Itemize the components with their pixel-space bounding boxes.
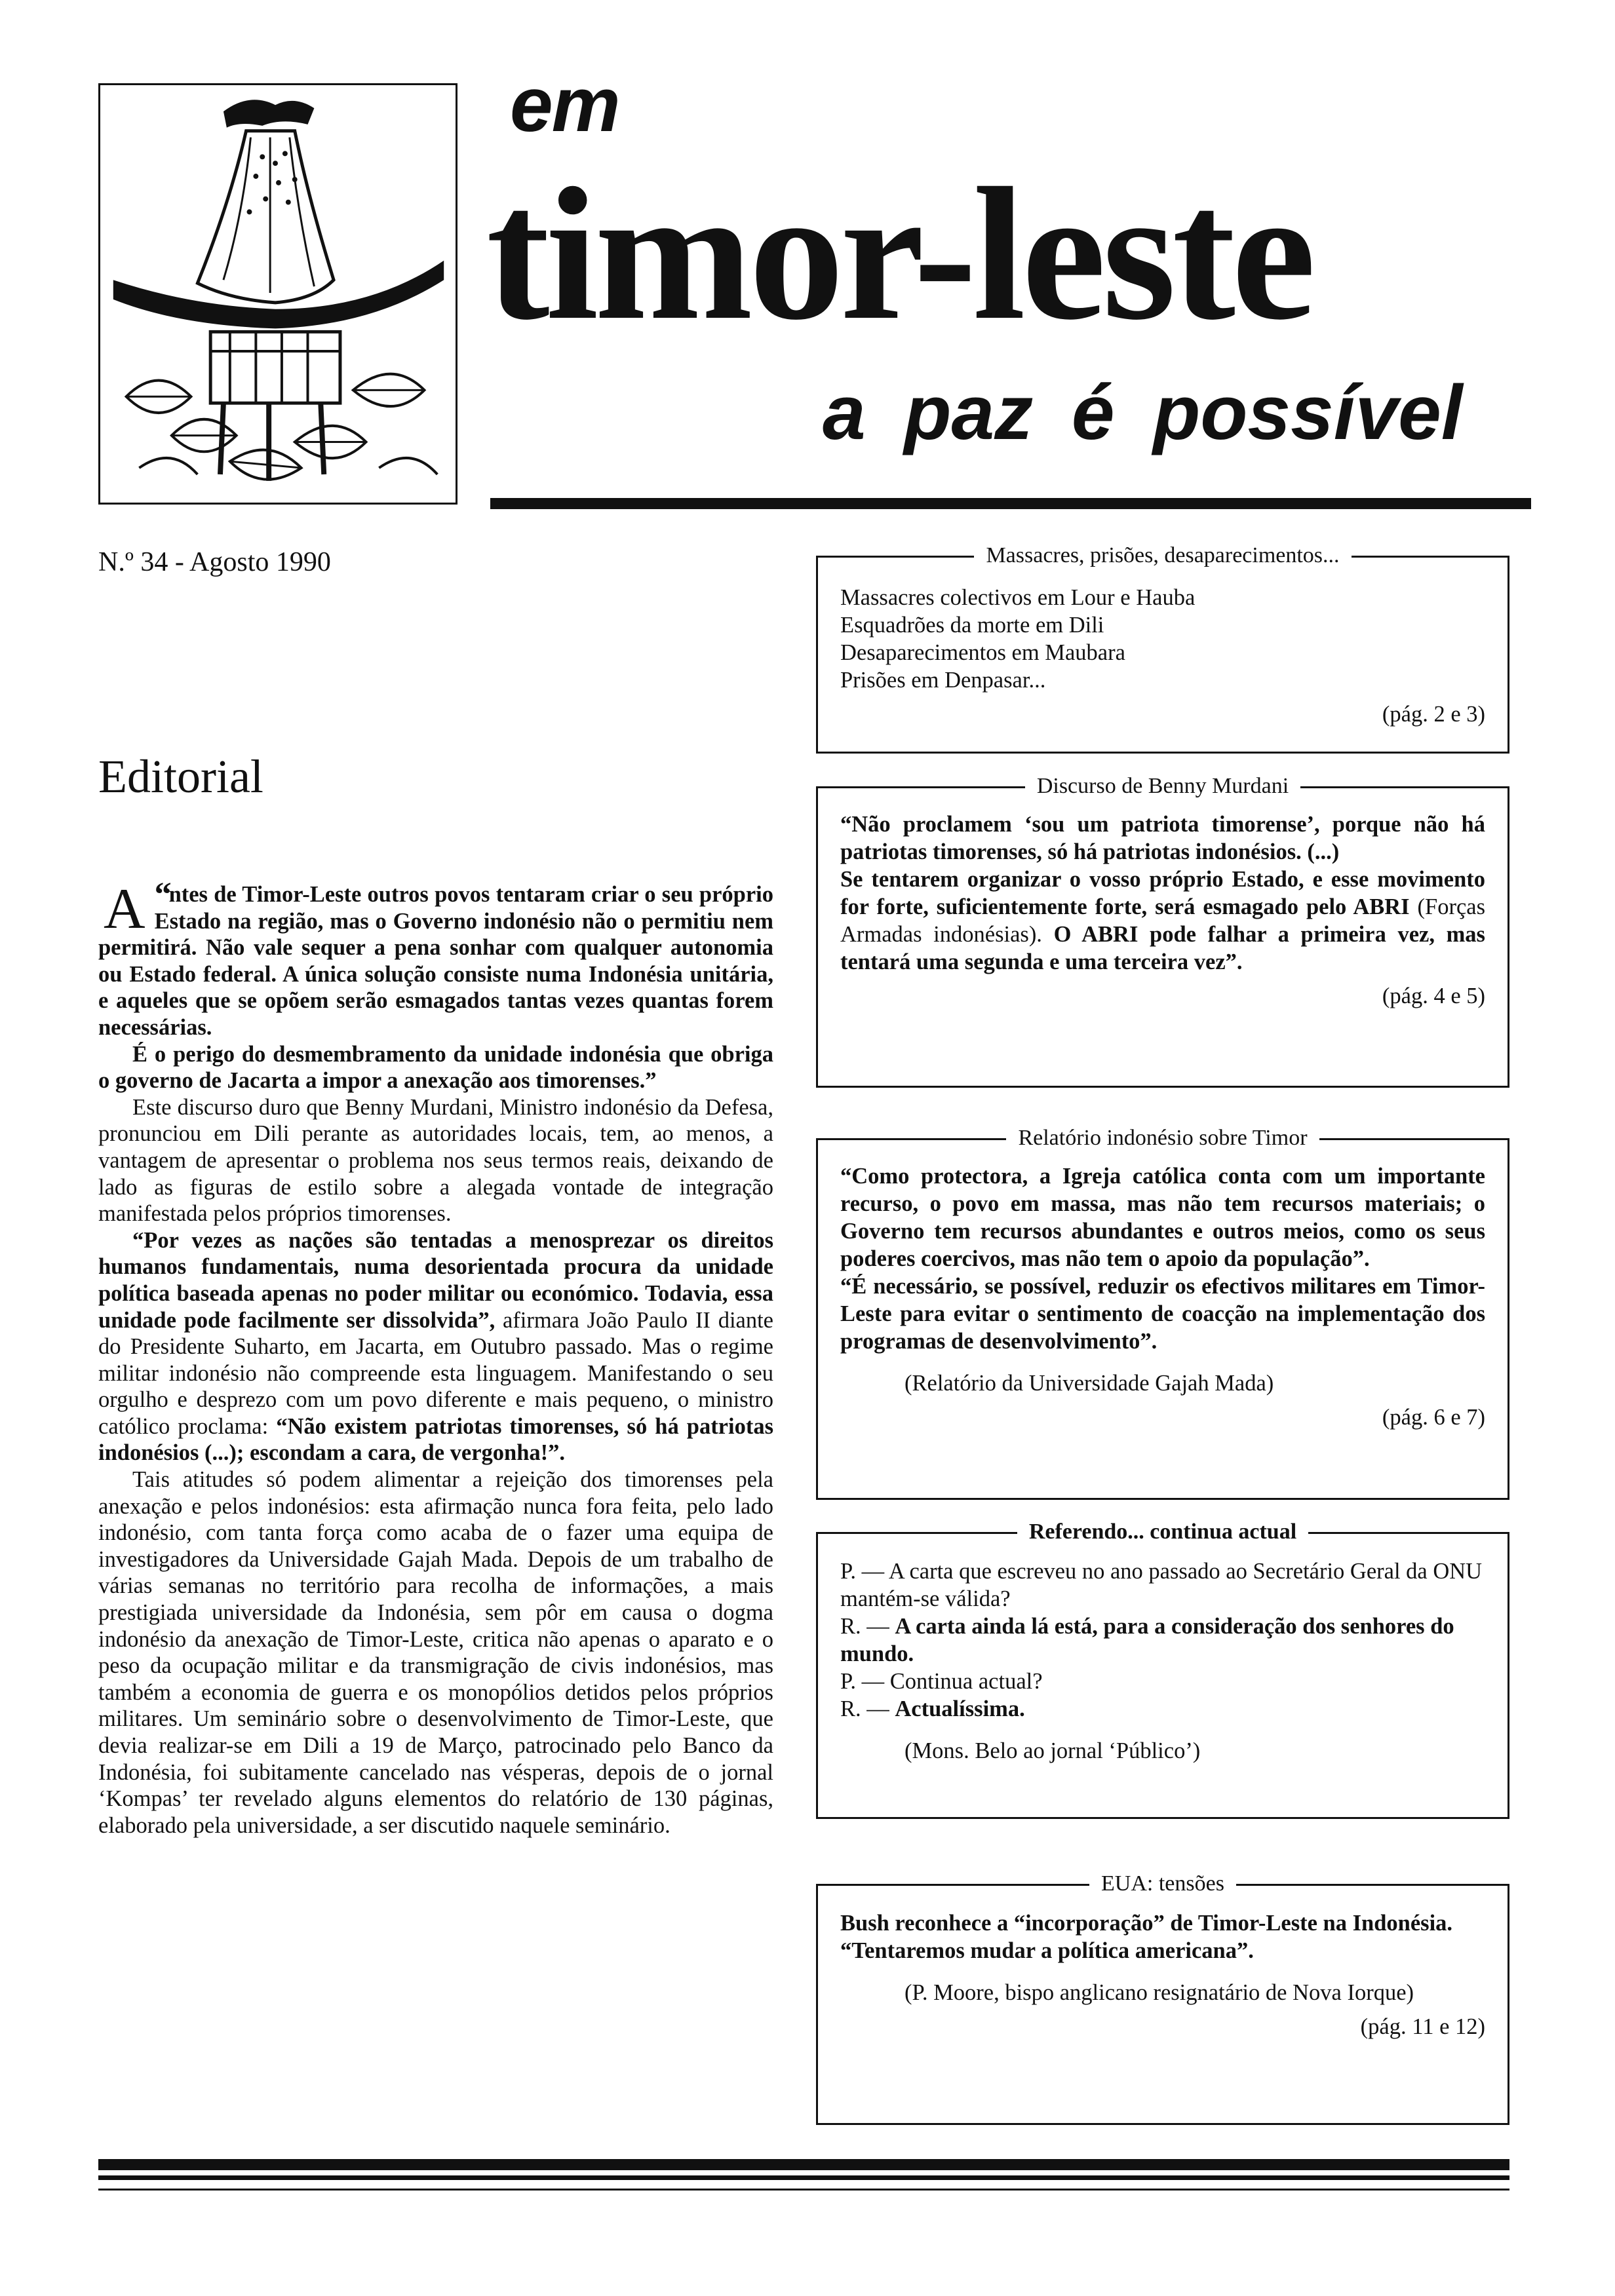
editorial-paragraph-2: É o perigo do desmembramento da unidade indonésia que obriga o governo de Jacarta a impor a anexação aos timorenses.”: [98, 1041, 773, 1094]
box-massacres-line: Massacres colectivos em Lour e Hauba: [840, 585, 1196, 610]
box-massacres: [816, 543, 1509, 754]
box-referendo: [816, 1520, 1509, 1819]
box-massacres-line: Esquadrões da morte em Dili: [840, 613, 1104, 638]
box-relatorio-quote-2: “É necessário, se possível, reduzir os efectivos militares em Timor-Leste para evitar o sentimento de coacção na implementação dos programas de desenvolvimento”.: [840, 1274, 1485, 1354]
page-reference: (pág. 11 e 12): [1360, 2014, 1485, 2039]
box-eua-text-2: “Tentaremos mudar a política americana”.: [840, 1938, 1254, 1963]
box-referendo-title: Referendo... continua actual: [818, 1518, 1508, 1546]
box-massacres-line: Prisões em Denpasar...: [840, 668, 1046, 693]
box-massacres-title: Massacres, prisões, desaparecimentos...: [818, 542, 1508, 569]
box-relatorio: [816, 1126, 1509, 1500]
masthead-slogan: a paz é possível: [823, 370, 1463, 456]
box-eua-text-1: Bush reconhece a “incorporação” de Timor-Leste na Indonésia.: [840, 1911, 1453, 1936]
box-referendo-answer: R. — Actualíssima.: [840, 1696, 1025, 1721]
editorial-heading: Editorial: [98, 750, 263, 803]
editorial-paragraph-1: “ A ntes de Timor-Leste outros povos tentaram criar o seu próprio Estado na região, mas o Governo indonésio não o permitiu nem permitirá. Não vale sequer a pena sonhar com qualquer autonomia ou Estado federal. A única solução consiste numa Indonésia unitária, e aqueles que se opõem serão esmagados tantas vezes quantas forem necessárias.: [98, 876, 773, 1040]
box-eua-title: EUA: tensões: [818, 1870, 1508, 1898]
timorese-sacred-house-icon: [100, 85, 456, 503]
box-relatorio-title: Relatório indonésio sobre Timor: [818, 1124, 1508, 1152]
page-reference: (pág. 2 e 3): [1382, 702, 1485, 727]
editorial-paragraph-3: Este discurso duro que Benny Murdani, Ministro indonésio da Defesa, pronunciou em Dili perante as autoridades locais, tem, ao menos, a vantagem de apresentar o problema nos seus termos reais, deixando de lado as figuras de estilo sobre a alegada vontade de integração manifestada pelos próprios timorenses.: [98, 1094, 773, 1227]
box-massacres-line: Desaparecimentos em Maubara: [840, 640, 1125, 665]
masthead-title: timor-leste: [486, 149, 1312, 359]
footer-rule: [98, 2159, 1509, 2170]
box-referendo-question: P. — A carta que escreveu no ano passado ao Secretário Geral da ONU mantém-se válida?: [840, 1559, 1483, 1611]
box-murdani-title: Discurso de Benny Murdani: [818, 773, 1508, 800]
masthead-logo: [98, 83, 457, 505]
issue-number: N.º 34 - Agosto 1990: [98, 547, 331, 577]
box-murdani: [816, 774, 1509, 1088]
box-murdani-quote-2: Se tentarem organizar o vosso próprio Estado, e esse movimento for forte, suficientemente forte, será esmagado pelo ABRI (Forças Armadas indonésias). O ABRI pode falhar a primeira vez, mas tentará uma segunda e uma terceira vez”.: [840, 867, 1485, 974]
box-murdani-quote: “Não proclamem ‘sou um patriota timorense’, porque não há patriotas timorenses, só há patriotas indonésios. (...): [840, 812, 1485, 864]
box-eua-source: (P. Moore, bispo anglicano resignatário de Nova Iorque): [905, 1980, 1414, 2005]
page-reference: (pág. 4 e 5): [1382, 984, 1485, 1008]
open-quote: “: [154, 876, 169, 913]
editorial-body: [98, 876, 773, 1839]
box-relatorio-source: (Relatório da Universidade Gajah Mada): [905, 1371, 1274, 1396]
box-referendo-source: (Mons. Belo ao jornal ‘Público’): [905, 1738, 1201, 1763]
editorial-paragraph-5: Tais atitudes só podem alimentar a rejeição dos timorenses pela anexação e pelos indonésios: esta afirmação nunca fora feita, pelo lado indonésio, com tanta força como acaba de o fazer uma equipa de investigadores da Universidade Gajah Mada. Depois de um trabalho de várias semanas no território para recolha de informações, a mais prestigiada universidade da Indonésia, sem pôr em causa o dogma indonésio da anexação de Timor-Leste, critica não apenas o aparato e o peso da ocupação militar e da transmigração de civis indonésios, mas também a economia de guerra e os monopólios detidos pelos próprios militares. Um seminário sobre o desenvolvimento de Timor-Leste, que devia realizar-se em Dili a 19 de Março, patrocinado pelo Banco da Indonésia, foi subitamente cancelado nas vésperas, depois de o jornal ‘Kompas’ ter revelado alguns elementos do relatório de 130 páginas, elaborado pela universidade, a ser discutido naquele seminário.: [98, 1467, 773, 1838]
box-referendo-question: P. — Continua actual?: [840, 1669, 1043, 1694]
masthead-rule: [490, 498, 1531, 509]
box-relatorio-quote-1: “Como protectora, a Igreja católica conta com um importante recurso, o povo em massa, mas não tem recursos materiais; o Governo tem recursos abundantes e outros meios, como os seus poderes coercivos, mas não tem o apoio da população”.: [840, 1164, 1485, 1271]
page-reference: (pág. 6 e 7): [1382, 1405, 1485, 1430]
footer-rule: [98, 2175, 1509, 2180]
box-eua: [816, 1871, 1509, 2125]
box-referendo-answer: R. — A carta ainda lá está, para a consideração dos senhores do mundo.: [840, 1614, 1454, 1666]
masthead-prefix: em: [510, 62, 619, 148]
footer-rule: [98, 2189, 1509, 2191]
editorial-paragraph-4: “Por vezes as nações são tentadas a menosprezar os direitos humanos fundamentais, numa desorientada procura da unidade política baseada apenas no poder militar ou económico. Todavia, essa unidade pode facilmente ser dissolvida”, afirmara João Paulo II diante do Presidente Suharto, em Jacarta, em Outubro passado. Mas o regime militar indonésio não compreende esta linguagem. Manifestando o seu orgulho e desprezo com um povo diferente e mais pequeno, o ministro católico proclama: “Não existem patriotas timorenses, só há patriotas indonésios (...); escondam a cara, de vergonha!”.: [98, 1227, 773, 1466]
drop-cap: A: [104, 877, 146, 941]
